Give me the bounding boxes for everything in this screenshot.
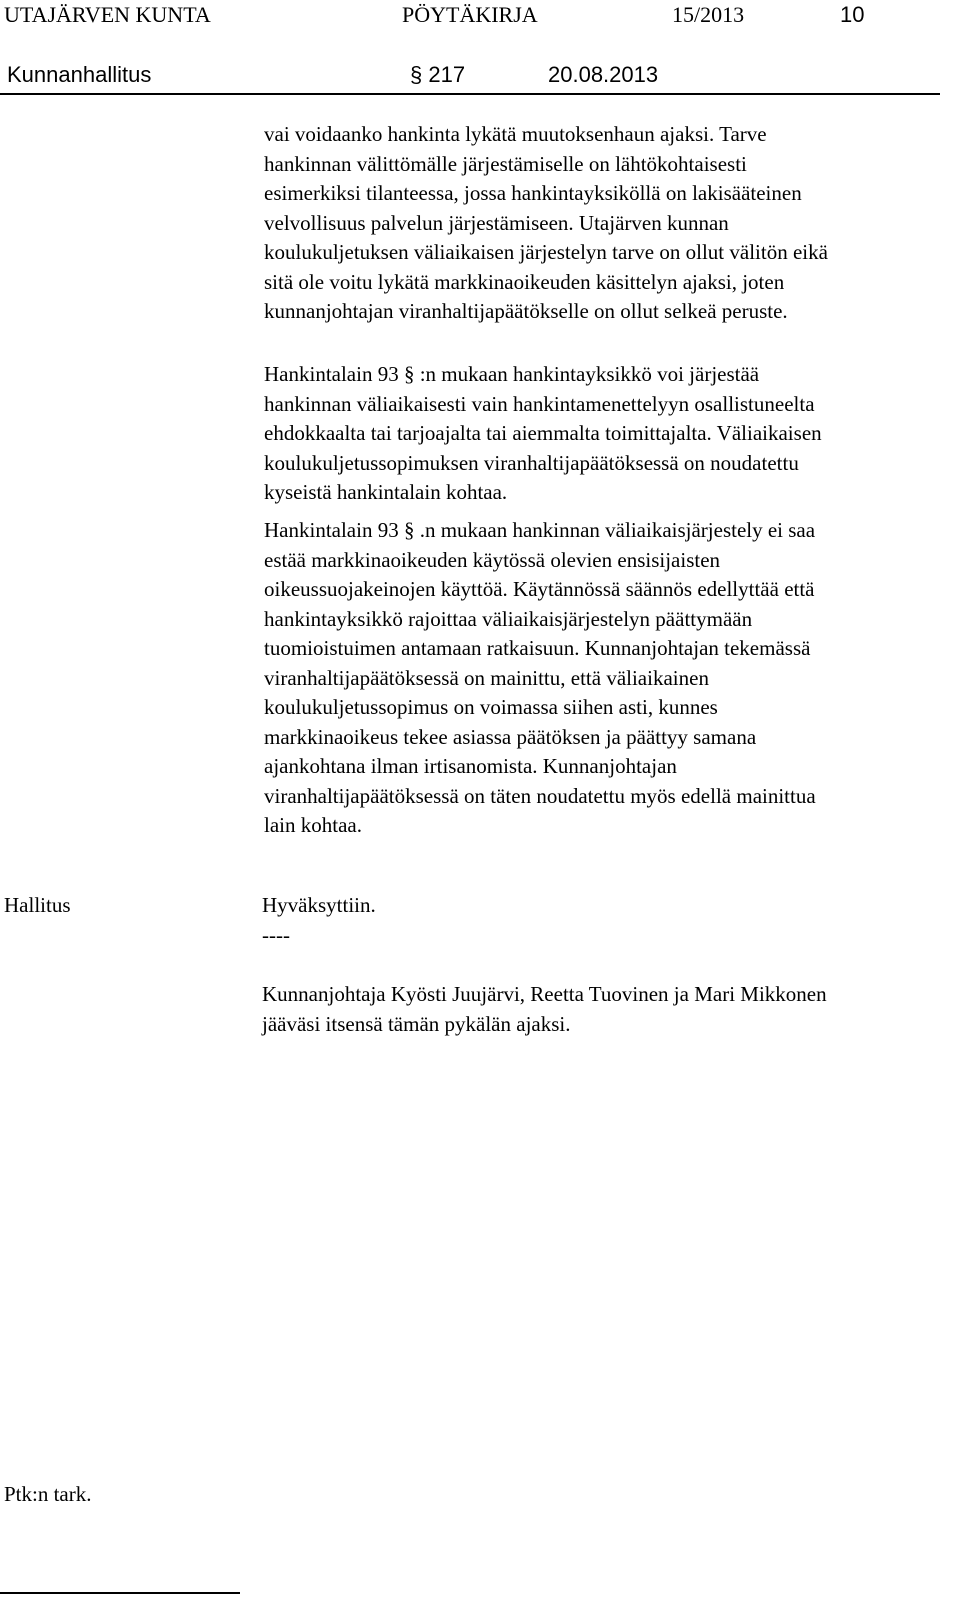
paragraph-line: hankinnan välittömälle järjestämiselle on lähtökohtaisesti: [264, 151, 747, 176]
paragraph-line: koulukuljetuksen väliaikaisen järjestelyn tarve on ollut välitön eikä: [264, 240, 828, 264]
paragraph-line: sitä ole voitu lykätä markkinaoikeuden käsittelyn ajaksi, joten: [264, 269, 785, 294]
document-type: PÖYTÄKIRJA: [402, 2, 538, 27]
paragraph-line: esimerkiksi tilanteessa, jossa hankintayksiköllä on lakisääteinen: [264, 181, 802, 205]
paragraph-line: kunnanjohtajan viranhaltijapäätökselle on ollut selkeä peruste.: [264, 299, 788, 323]
paragraph-line: koulukuljetussopimus on voimassa siihen asti, kunnes: [264, 695, 718, 719]
decision-label: Hallitus: [4, 893, 71, 917]
paragraph-line: vai voidaanko hankinta lykätä muutoksenhaun ajaksi. Tarve: [264, 122, 767, 146]
signature-line: [0, 1592, 240, 1594]
paragraph-line: lain kohtaa.: [264, 813, 362, 837]
paragraph-line: koulukuljetussopimuksen viranhaltijapäätöksessä on noudatettu: [264, 450, 799, 475]
decision-separator: ----: [262, 923, 290, 947]
paragraph-line: ajankohtana ilman irtisanomista. Kunnanjohtajan: [264, 754, 677, 778]
disqualification-note: [262, 980, 946, 1039]
paragraph-2: [264, 360, 948, 508]
paragraph-line: velvollisuus palvelun järjestämiseen. Utajärven kunnan: [264, 210, 729, 235]
disqualification-line: jääväsi itsensä tämän pykälän ajaksi.: [262, 1011, 571, 1036]
paragraph-1: [264, 120, 948, 327]
paragraph-line: ehdokkaalta tai tarjoajalta tai aiemmalta toimittajalta. Väliaikaisen: [264, 421, 822, 445]
verification-label: Ptk:n tark.: [4, 1482, 92, 1506]
paragraph-line: hankinnan väliaikaisesti vain hankintamenettelyyn osallistuneelta: [264, 391, 815, 416]
paragraph-line: viranhaltijapäätöksessä on mainittu, että väliaikainen: [264, 665, 709, 690]
paragraph-line: Hankintalain 93 § :n mukaan hankintayksikkö voi järjestää: [264, 362, 760, 386]
decision-text: Hyväksyttiin.: [262, 893, 376, 917]
paragraph-3: [264, 516, 948, 841]
meeting-date: 20.08.2013: [548, 62, 659, 87]
page-number: 10: [840, 2, 865, 27]
organization-name: UTAJÄRVEN KUNTA: [4, 2, 211, 27]
paragraph-line: oikeussuojakeinojen käyttöä. Käytännössä säännös edellyttää että: [264, 577, 815, 601]
paragraph-line: tuomioistuimen antamaan ratkaisuun. Kunnanjohtajan tekemässä: [264, 636, 811, 660]
paragraph-line: viranhaltijapäätöksessä on täten noudatettu myös edellä mainittua: [264, 783, 816, 808]
header-divider: [0, 93, 940, 95]
paragraph-line: hankintayksikkö rajoittaa väliaikaisjärjestelyn päättymään: [264, 606, 753, 631]
disqualification-line: Kunnanjohtaja Kyösti Juujärvi, Reetta Tuovinen ja Mari Mikkonen: [262, 982, 827, 1006]
body-name: Kunnanhallitus: [7, 62, 152, 87]
section-number: § 217: [410, 62, 466, 87]
paragraph-line: Hankintalain 93 § .n mukaan hankinnan väliaikaisjärjestely ei saa: [264, 518, 816, 542]
paragraph-line: estää markkinaoikeuden käytössä olevien ensisijaisten: [264, 547, 721, 572]
document-number: 15/2013: [672, 2, 745, 27]
paragraph-line: markkinaoikeus tekee asiassa päätöksen ja päättyy samana: [264, 724, 757, 749]
paragraph-line: kyseistä hankintalain kohtaa.: [264, 480, 508, 504]
